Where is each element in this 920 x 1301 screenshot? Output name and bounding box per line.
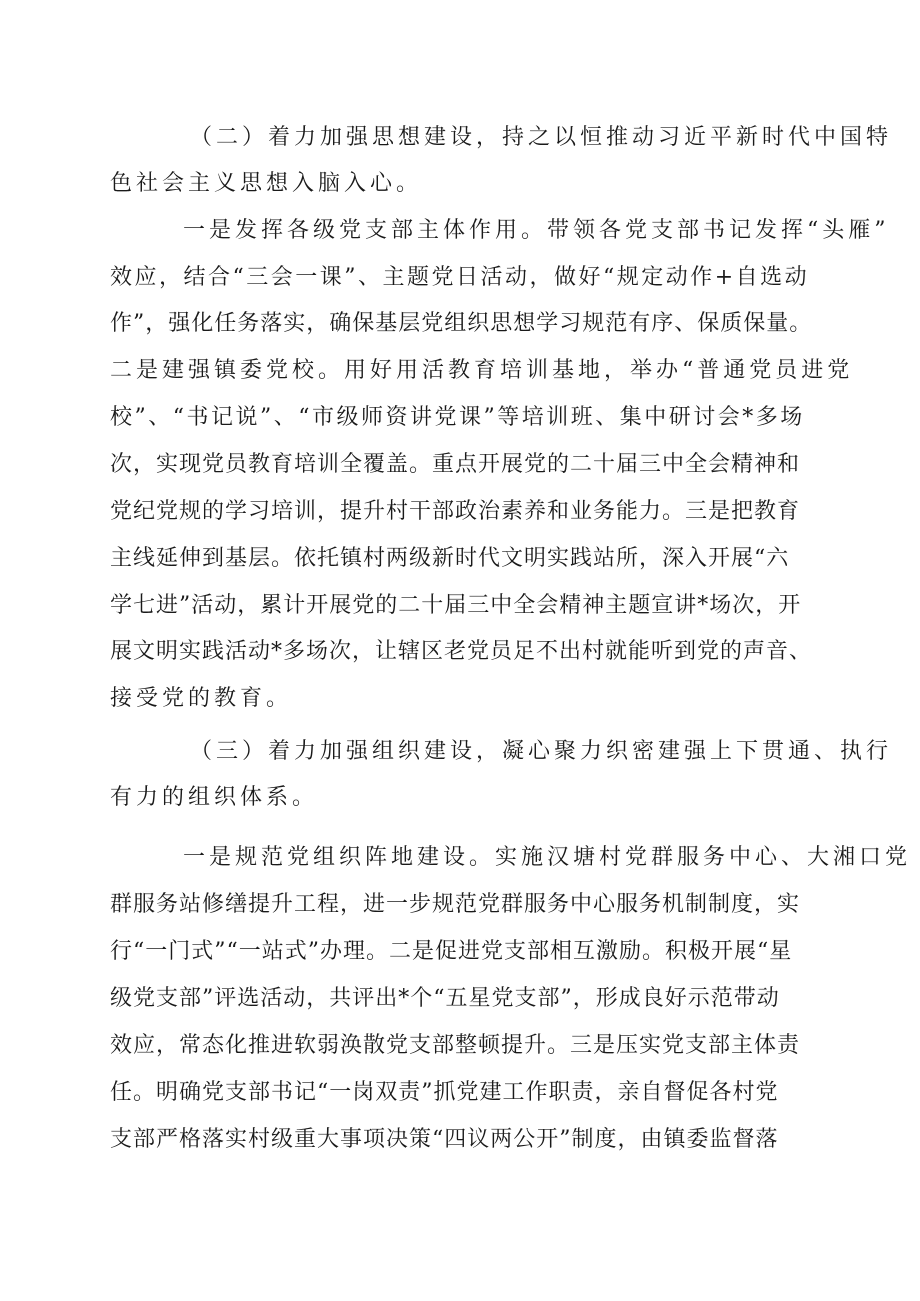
paragraph-line: 任。明确党支部书记“一岗双责”抓党建工作职责，亲自督促各村党 [110, 1080, 779, 1105]
paragraph-line: 次，实现党员教育培训全覆盖。重点开展党的二十届三中全会精神和 [110, 452, 801, 477]
section-heading-2-line-2: 色社会主义思想入脑入心。 [110, 171, 423, 196]
paragraph-line: 学七进”活动，累计开展党的二十届三中全会精神主题宣讲*场次，开 [110, 593, 802, 618]
paragraph-line: 二是建强镇委党校。用好用活教育培训基地，举办“普通党员进党 [110, 358, 854, 383]
paragraph-line: 接受党的教育。 [110, 686, 293, 711]
paragraph-line: 党纪党规的学习培训，提升村干部政治素养和业务能力。三是把教育 [110, 499, 801, 524]
paragraph-line: 一是发挥各级党支部主体作用。带领各党支部书记发挥“头雁” [183, 218, 890, 243]
section-heading-3-line-1: （三）着力加强组织建设，凝心聚力织密建强上下贯通、执行 [190, 739, 893, 764]
paragraph-line: 级党支部”评选活动，共评出*个“五星党支部”，形成良好示范带动 [110, 986, 780, 1011]
section-heading-3-line-2: 有力的组织体系。 [110, 785, 319, 810]
paragraph-line: 一是规范党组织阵地建设。实施汉塘村党群服务中心、大湘口党 [183, 845, 912, 870]
paragraph-line: 行“一门式”“一站式”办理。二是促进党支部相互激励。积极开展“星 [110, 939, 793, 964]
paragraph-line: 效应，常态化推进软弱涣散党支部整顿提升。三是压实党支部主体责 [110, 1033, 801, 1058]
paragraph-line: 作”，强化任务落实，确保基层党组织思想学习规范有序、保质保量。 [110, 311, 813, 336]
paragraph-line: 群服务站修缮提升工程，进一步规范党群服务中心服务机制制度，实 [110, 892, 801, 917]
paragraph-line: 主线延伸到基层。依托镇村两级新时代文明实践站所，深入开展“六 [110, 546, 790, 571]
paragraph-line: 校”、“书记说”、“市级师资讲党课”等培训班、集中研讨会*多场 [110, 405, 805, 430]
paragraph-line: 展文明实践活动*多场次，让辖区老党员足不出村就能听到党的声音、 [110, 639, 813, 664]
paragraph-line: 支部严格落实村级重大事项决策“四议两公开”制度，由镇委监督落 [110, 1127, 779, 1152]
paragraph-line: 效应，结合“三会一课”、主题党日活动，做好“规定动作+自选动 [110, 265, 810, 290]
section-heading-2-line-1: （二）着力加强思想建设，持之以恒推动习近平新时代中国特 [190, 125, 893, 150]
